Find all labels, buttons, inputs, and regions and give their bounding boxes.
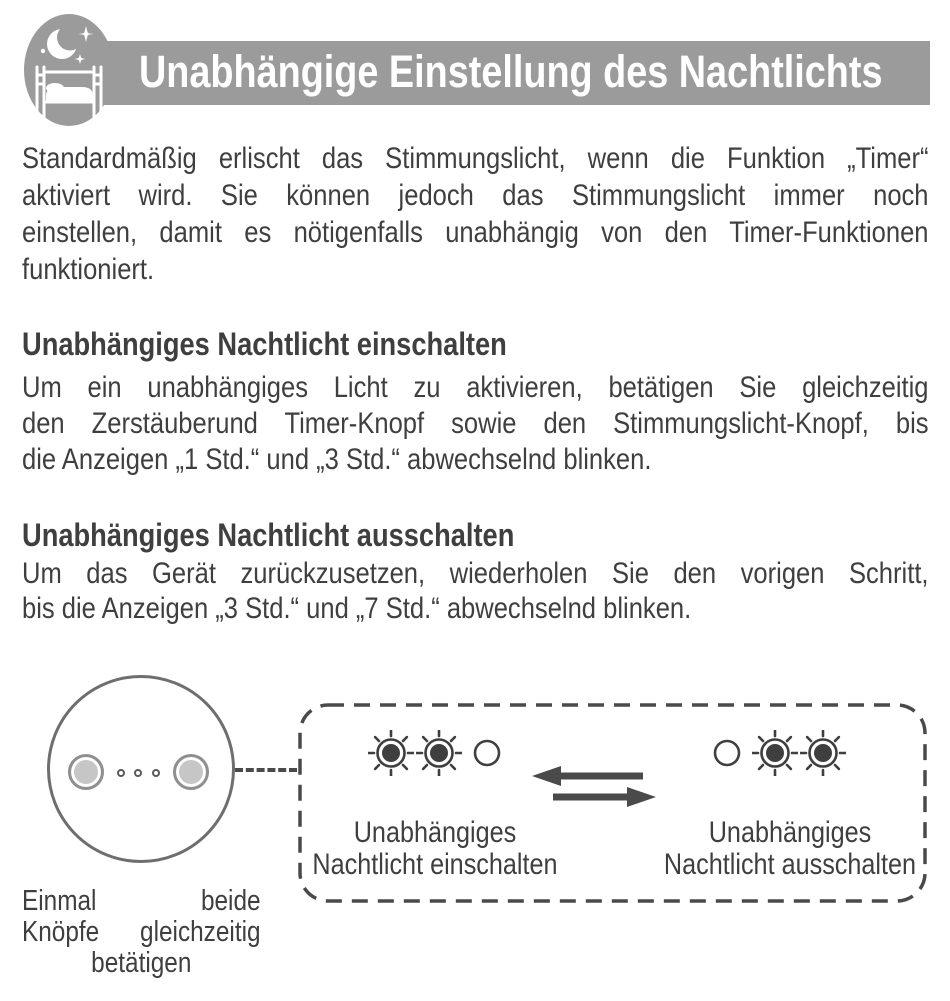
- swap-arrows-icon: [528, 765, 660, 810]
- paragraph-line: Um ein unabhängiges Licht zu aktivieren, betätigen Sie gleichzeitig: [22, 371, 929, 404]
- device-caption: [22, 886, 261, 979]
- page-title: Unabhängige Einstellung des Nachtlichts: [139, 46, 883, 97]
- atomizer-button: [68, 754, 104, 790]
- led-off-icon: [464, 730, 510, 776]
- night-light-icon-badge: [24, 14, 114, 126]
- section-heading-enable: Unabhängiges Nachtlicht einschalten: [22, 326, 507, 362]
- indicator-dot: [117, 769, 125, 777]
- disable-label-line: Nachtlicht ausschalten: [663, 848, 917, 881]
- indicator-dot: [134, 769, 142, 777]
- enable-label: [259, 817, 612, 881]
- moon-stars-crib-icon: [24, 14, 114, 126]
- indicator-dot: [152, 769, 160, 777]
- led-on-icon: [416, 730, 462, 776]
- section-paragraph-disable: [22, 556, 929, 626]
- mood-light-button: [173, 754, 209, 790]
- intro-line: einstellen, damit es nötigenfalls unabhängig von den Timer-Funktionen: [22, 216, 929, 249]
- disable-label: [614, 817, 950, 881]
- paragraph-line: die Anzeigen „1 Std.“ und „3 Std.“ abwechselnd blinken.: [22, 443, 652, 476]
- enable-label-line: Nachtlicht einschalten: [312, 848, 558, 881]
- paragraph-line: bis die Anzeigen „3 Std.“ und „7 Std.“ abwechselnd blinken.: [22, 592, 692, 625]
- intro-line: aktiviert wird. Sie können jedoch das Stimmungslicht immer noch: [22, 179, 929, 212]
- section-heading-disable: Unabhängiges Nachtlicht ausschalten: [22, 517, 515, 553]
- caption-line: Knöpfe gleichzeitig: [22, 916, 261, 948]
- enable-label-line: Unabhängiges: [353, 816, 517, 849]
- led-on-icon: [800, 730, 846, 776]
- intro-line: Standardmäßig erlischt das Stimmungslicht, wenn die Funktion „Timer“: [22, 142, 929, 175]
- led-on-icon: [368, 730, 414, 776]
- led-row-disable: [704, 730, 846, 776]
- intro-paragraph: [22, 140, 929, 288]
- caption-line: Einmal beide: [22, 885, 261, 917]
- dashed-connector-line: [235, 768, 297, 772]
- section-paragraph-enable: [22, 370, 929, 478]
- paragraph-line: den Zerstäuberund Timer-Knopf sowie den Stimmungslicht-Knopf, bis: [22, 407, 929, 440]
- disable-label-line: Unabhängiges: [708, 816, 872, 849]
- led-row-enable: [368, 730, 510, 776]
- intro-line: funktioniert.: [22, 253, 155, 286]
- paragraph-line: Um das Gerät zurückzusetzen, wiederholen Sie den vorigen Schritt,: [22, 557, 929, 590]
- caption-line: betätigen: [91, 947, 192, 979]
- led-on-icon: [752, 730, 798, 776]
- led-off-icon: [704, 730, 750, 776]
